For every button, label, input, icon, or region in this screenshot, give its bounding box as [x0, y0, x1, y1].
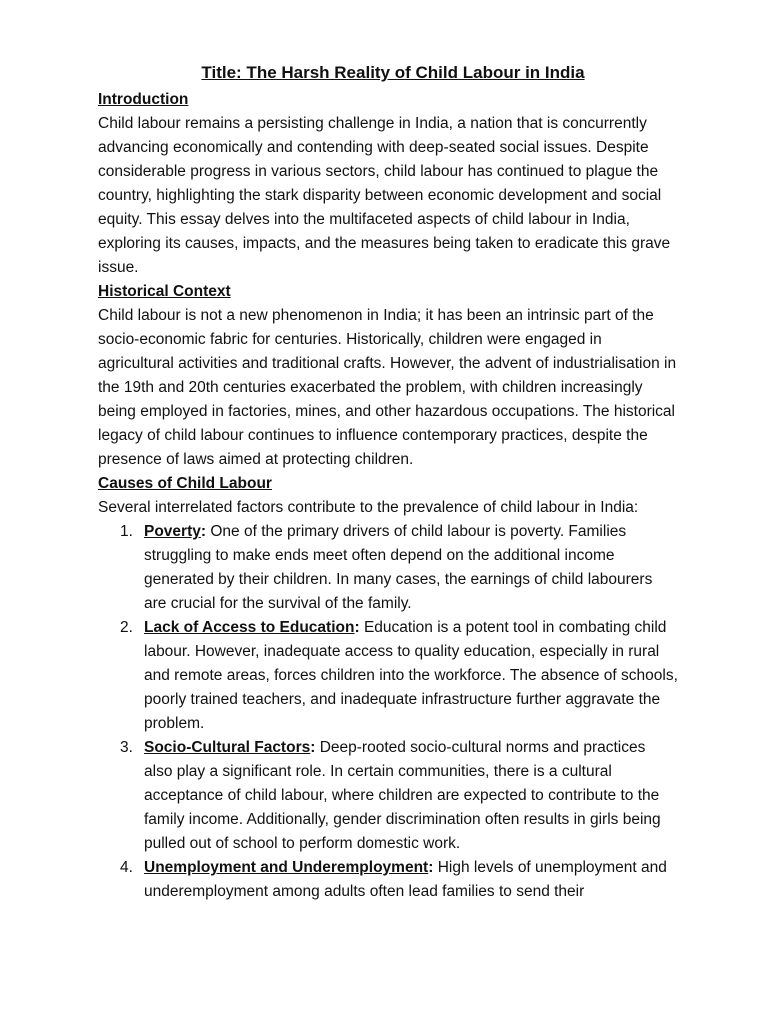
list-item-number: 3. [120, 739, 133, 756]
list-item-term: Lack of Access to Education [144, 619, 355, 636]
paragraph-historical-context: Child labour is not a new phenomenon in India; it has been an intrinsic part of the socio-economic fabric for centuries. Historically, children were engaged in agricultural activities and traditional crafts. However, the advent of industrialisation in the 19th and 20th centuries exacerbated the problem, with children increasingly being employed in factories, mines, and other hazardous occupations. The historical legacy of child labour continues to influence contemporary practices, despite the presence of laws aimed at protecting children. [98, 307, 677, 468]
heading-historical-context: Historical Context [98, 283, 231, 300]
list-item-number: 4. [120, 859, 133, 876]
causes-list [98, 520, 678, 904]
paragraph-causes-intro: Several interrelated factors contribute to the prevalence of child labour in India: [98, 499, 639, 516]
paragraph-introduction: Child labour remains a persisting challenge in India, a nation that is concurrently advancing economically and contending with deep-seated social issues. Despite considerable progress in various sectors, child labour has continued to plague the country, highlighting the stark disparity between economic development and social equity. This essay delves into the multifaceted aspects of child labour in India, exploring its causes, impacts, and the measures being taken to eradicate this grave issue. [98, 115, 671, 276]
list-item-text: One of the primary drivers of child labour is poverty. Families struggling to make ends meet often depend on the additional income generated by their children. In many cases, the earnings of child labourers are crucial for the survival of the family. [144, 523, 653, 612]
list-item-number: 2. [120, 619, 133, 636]
list-item-colon: : [354, 619, 360, 636]
list-item [98, 520, 678, 616]
heading-introduction: Introduction [98, 91, 189, 108]
list-item-text: Education is a potent tool in combating child labour. However, inadequate access to quality education, especially in rural and remote areas, forces children into the workforce. The absence of schools, poorly trained teachers, and inadequate infrastructure further aggravate the problem. [144, 619, 678, 732]
heading-causes: Causes of Child Labour [98, 475, 272, 492]
list-item-term: Unemployment and Underemployment [144, 859, 429, 876]
document-title: Title: The Harsh Reality of Child Labour in India [201, 63, 585, 82]
list-item-term: Poverty [144, 523, 201, 540]
list-item-colon: : [200, 523, 207, 540]
list-item [98, 616, 678, 736]
list-item [98, 856, 678, 904]
list-item-colon: : [310, 739, 316, 756]
list-item-text: Deep-rooted socio-cultural norms and practices also play a significant role. In certain communities, there is a cultural acceptance of child labour, where children are expected to contribute to the family income. Additionally, gender discrimination often results in girls being pulled out of school to perform domestic work. [144, 739, 661, 852]
list-item-colon: : [428, 859, 434, 876]
list-item-text: High levels of unemployment and underemployment among adults often lead families to send their [144, 859, 667, 900]
document-page [98, 60, 678, 904]
list-item-number: 1. [120, 523, 133, 540]
list-item [98, 736, 678, 856]
list-item-term: Socio-Cultural Factors [144, 739, 311, 756]
